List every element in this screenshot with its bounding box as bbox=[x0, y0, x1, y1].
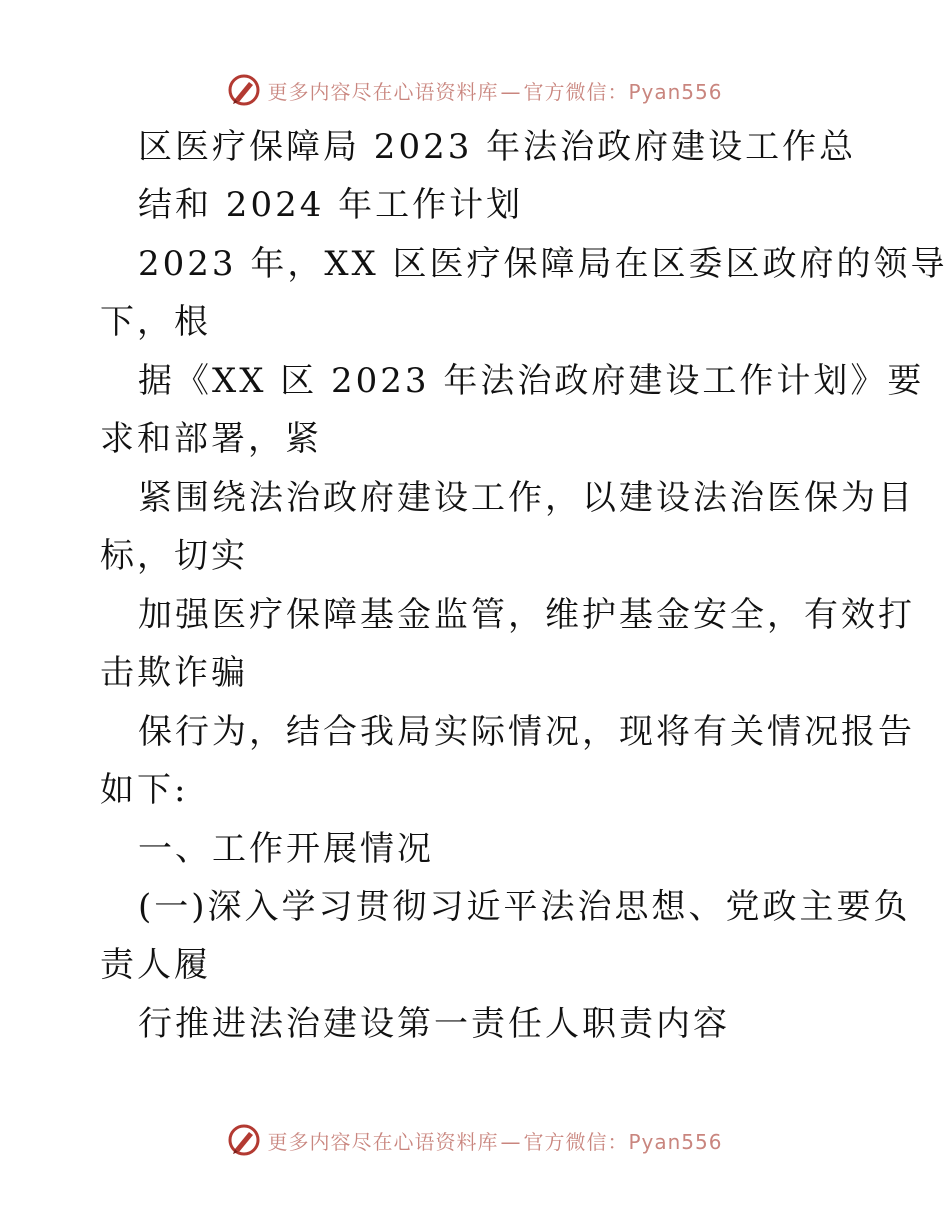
footer-watermark bbox=[0, 1120, 950, 1160]
section-heading: 一、工作开展情况 bbox=[138, 829, 434, 869]
watermark-contact: 官方微信：Pyan556 bbox=[523, 79, 723, 104]
paragraph-2-line-2: 求和部署，紧 bbox=[100, 419, 322, 459]
watermark-contact: 官方微信：Pyan556 bbox=[523, 1129, 723, 1154]
watermark-separator: — bbox=[500, 1129, 522, 1154]
title-line-1: 区医疗保障局 2023 年法治政府建设工作总 bbox=[138, 127, 857, 167]
paragraph-2-line-1: 据《XX 区 2023 年法治政府建设工作计划》要 bbox=[138, 361, 925, 401]
subsection-heading-line-2: 责人履 bbox=[100, 945, 211, 985]
watermark-text bbox=[267, 1126, 722, 1155]
watermark-title: 更多内容尽在心语资料库 bbox=[267, 79, 499, 104]
paragraph-1-line-2: 下，根 bbox=[100, 302, 211, 342]
paragraph-4-line-1: 加强医疗保障基金监管，维护基金安全，有效打 bbox=[138, 595, 915, 635]
paragraph-5-line-1: 保行为，结合我局实际情况，现将有关情况报告 bbox=[138, 712, 915, 752]
paragraph-3-line-2: 标，切实 bbox=[100, 536, 248, 576]
watermark-separator: — bbox=[500, 79, 522, 104]
subsection-heading-line-3: 行推进法治建设第一责任人职责内容 bbox=[138, 1004, 730, 1044]
title-line-2: 结和 2024 年工作计划 bbox=[138, 185, 524, 225]
pen-logo-icon bbox=[227, 1123, 261, 1157]
paragraph-4-line-2: 击欺诈骗 bbox=[100, 653, 248, 693]
paragraph-3-line-1: 紧围绕法治政府建设工作，以建设法治医保为目 bbox=[138, 478, 915, 518]
paragraph-1-line-1: 2023 年，XX 区医疗保障局在区委区政府的领导 bbox=[138, 244, 948, 284]
watermark-title: 更多内容尽在心语资料库 bbox=[267, 1129, 499, 1154]
paragraph-5-line-2: 如下: bbox=[100, 770, 189, 810]
subsection-heading-line-1: (一)深入学习贯彻习近平法治思想、党政主要负 bbox=[138, 887, 911, 927]
